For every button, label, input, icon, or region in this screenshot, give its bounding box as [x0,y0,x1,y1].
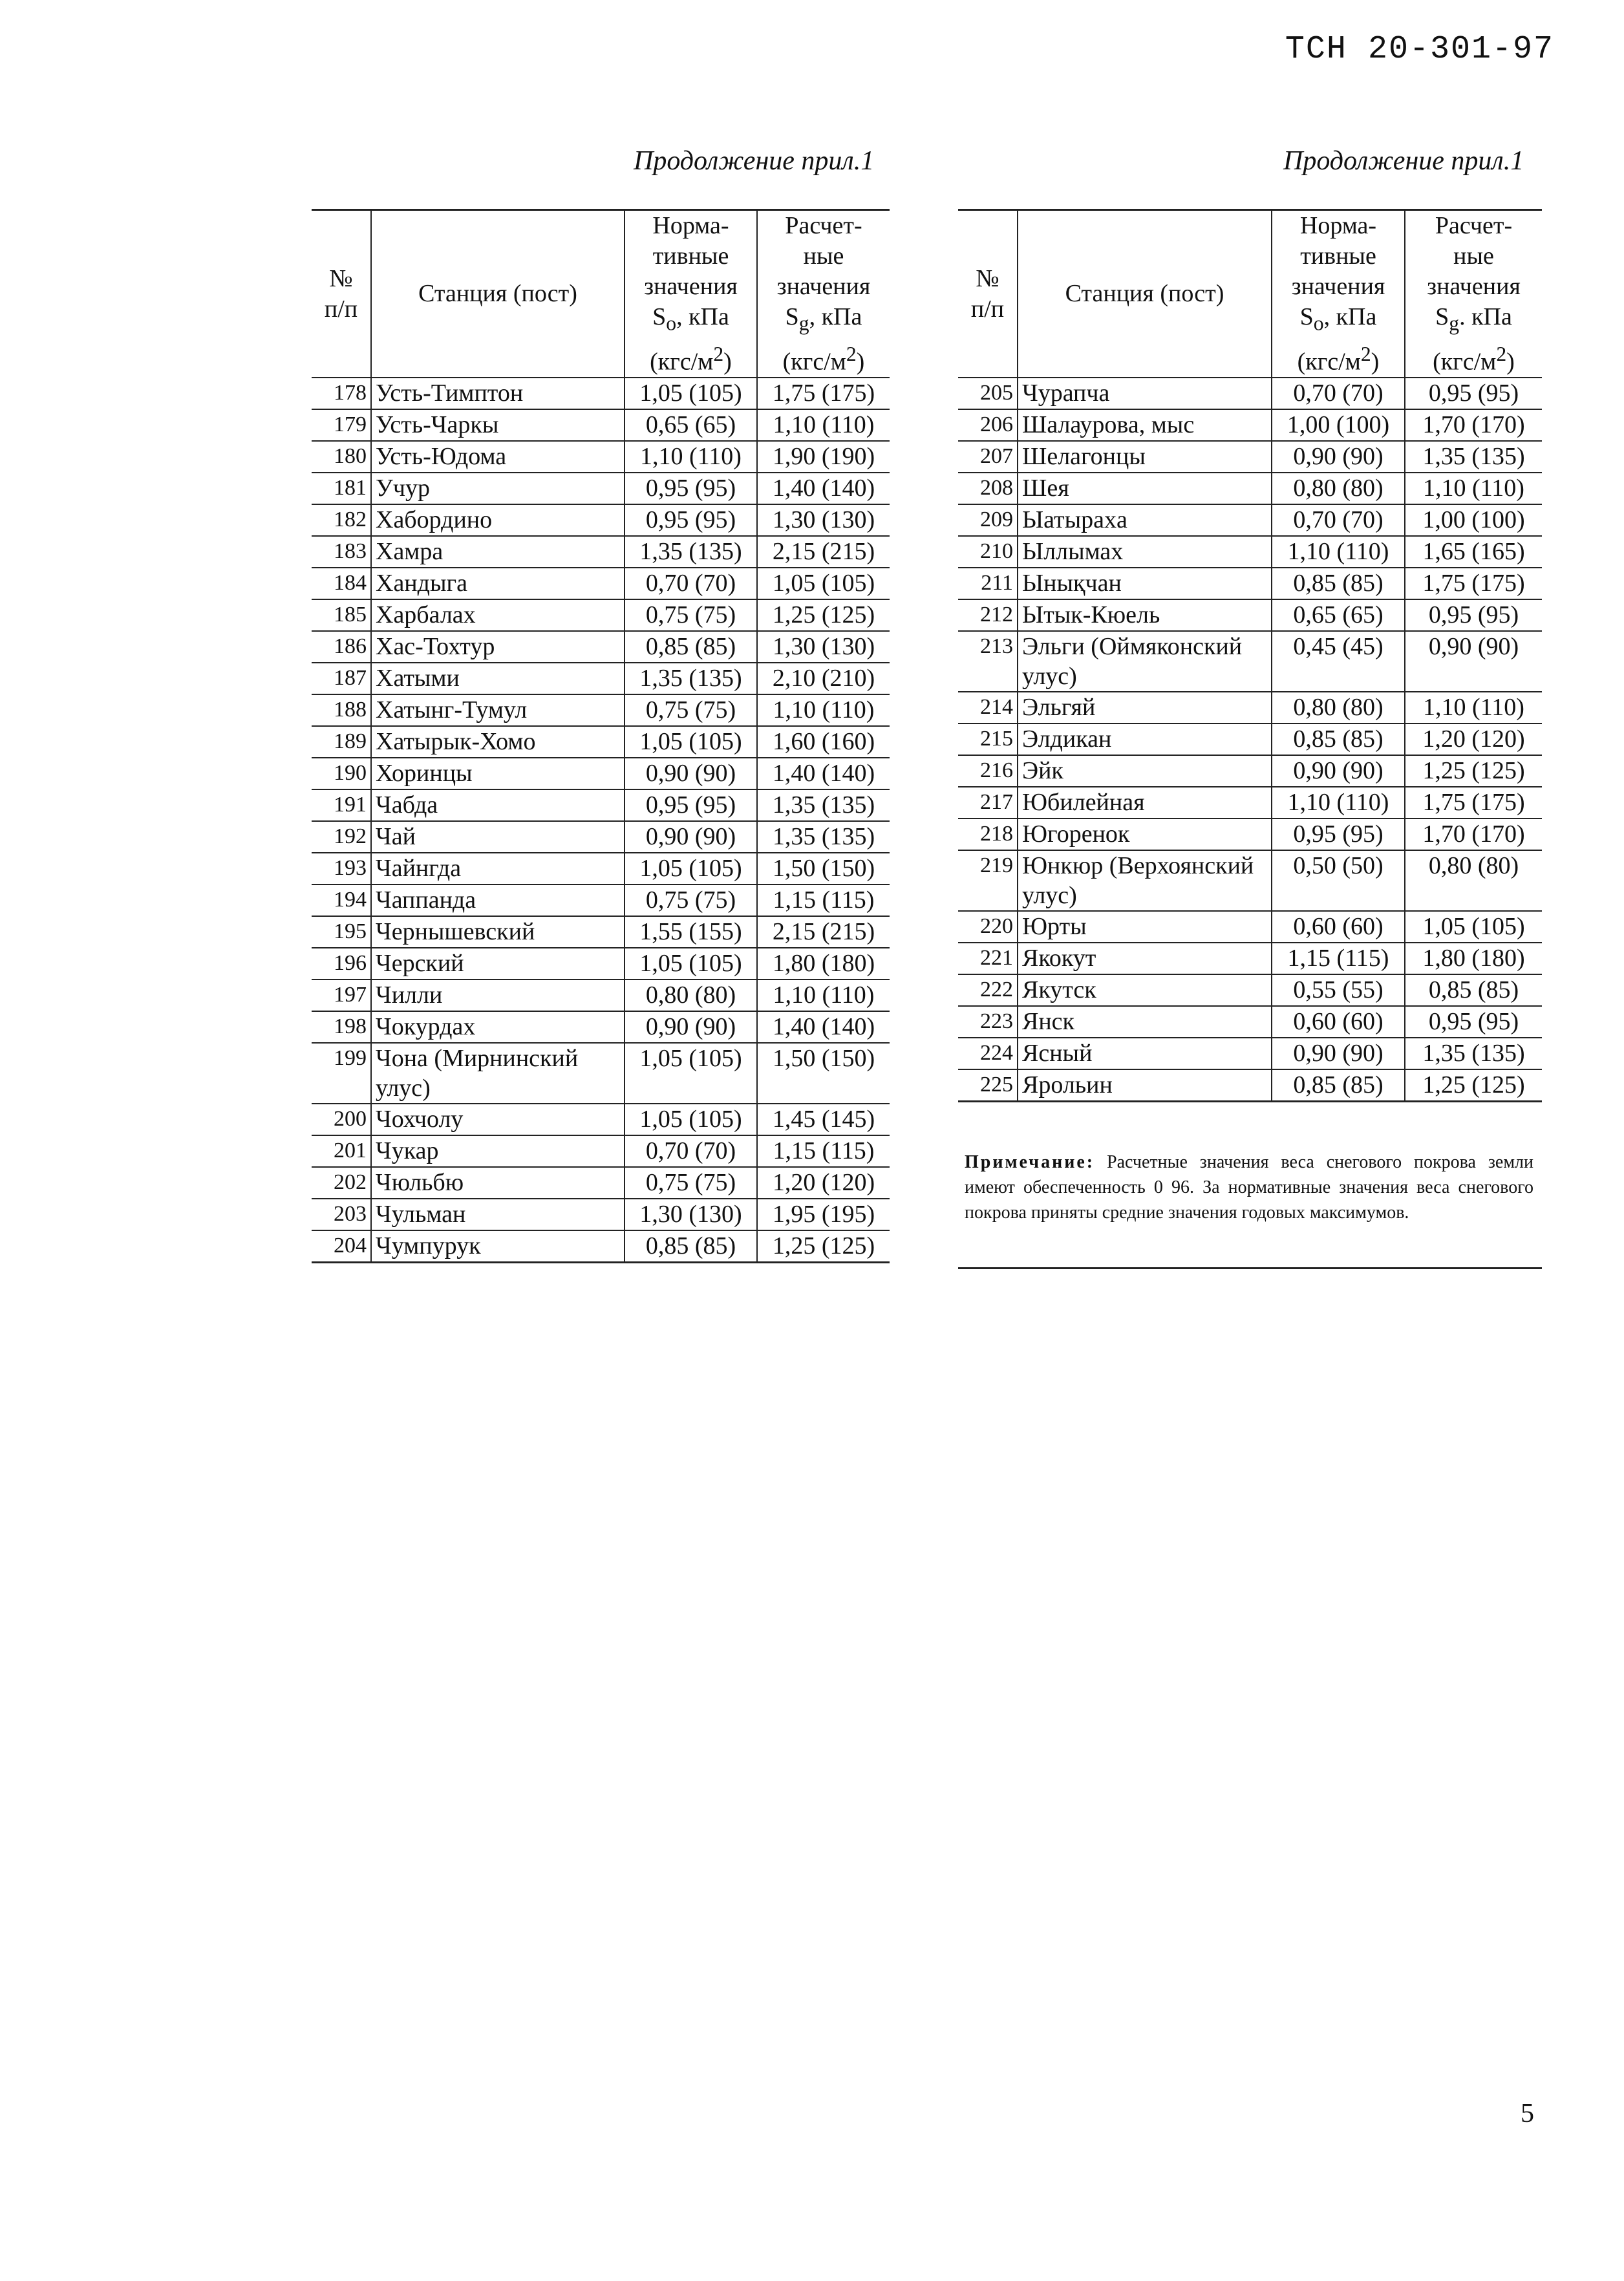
table-row [958,755,1542,787]
table-row [958,943,1542,974]
normative-value: 1,05 (105) [625,378,757,409]
calculated-value: 1,40 (140) [757,473,890,504]
stations-table-left [312,209,890,1263]
station-name: Усть-Чаркы [371,409,625,441]
col-header-station: Станция (пост) [371,210,625,378]
normative-value: 0,75 (75) [625,599,757,631]
calculated-value: 1,35 (135) [757,789,890,821]
row-number: 185 [312,599,371,631]
page-number: 5 [1521,2099,1534,2128]
normative-value: 0,75 (75) [625,694,757,726]
normative-value: 0,75 (75) [625,1167,757,1199]
station-name: Харбалах [371,599,625,631]
row-number: 215 [958,723,1018,755]
station-name: Хатыми [371,663,625,694]
station-name: Якокут [1018,943,1272,974]
normative-value: 0,90 (90) [625,821,757,853]
normative-value: 0,80 (80) [1272,692,1405,723]
normative-value: 1,05 (105) [625,1043,757,1104]
calculated-value: 1,25 (125) [1405,1069,1542,1102]
station-name: Янск [1018,1006,1272,1038]
table-row [958,692,1542,723]
row-number: 184 [312,568,371,599]
station-name: Шалаурова, мыс [1018,409,1272,441]
station-name: Чумпурук [371,1230,625,1263]
table-row [312,663,890,694]
row-number: 209 [958,504,1018,536]
calculated-value: 2,15 (215) [757,536,890,568]
normative-value: 0,80 (80) [625,980,757,1011]
table-row [312,1135,890,1167]
row-number: 188 [312,694,371,726]
table-row [312,473,890,504]
table-row [312,599,890,631]
table-row [958,819,1542,850]
row-number: 180 [312,441,371,473]
station-name: Чайнгда [371,853,625,884]
normative-value: 0,90 (90) [1272,1038,1405,1069]
station-name: Учур [371,473,625,504]
normative-value: 1,05 (105) [625,726,757,758]
station-name: Чурапча [1018,378,1272,409]
row-number: 207 [958,441,1018,473]
normative-value: 0,95 (95) [625,504,757,536]
normative-value: 1,10 (110) [1272,787,1405,819]
col-header-normative: Норма- тивные значения $S_о$, кПа $(кгс/м^2)$ [1272,210,1405,378]
row-number: 181 [312,473,371,504]
calculated-value: 2,15 (215) [757,916,890,948]
table-row [958,504,1542,536]
calculated-value: 0,95 (95) [1405,1006,1542,1038]
table-row [958,1069,1542,1102]
normative-value: 0,90 (90) [625,758,757,789]
document-code: ТСН 20-301-97 [1285,31,1554,68]
calculated-value: 1,20 (120) [1405,723,1542,755]
calculated-value: 0,95 (95) [1405,378,1542,409]
normative-value: 0,65 (65) [625,409,757,441]
normative-value: 0,70 (70) [1272,504,1405,536]
table-row [958,378,1542,409]
calculated-value: 2,10 (210) [757,663,890,694]
table-row [312,441,890,473]
row-number: 220 [958,911,1018,943]
table-row [958,787,1542,819]
row-number: 192 [312,821,371,853]
station-name: Усть-Тимптон [371,378,625,409]
col-header-number: № п/п [958,210,1018,378]
table-row [312,378,890,409]
station-name: Чаппанда [371,884,625,916]
row-number: 202 [312,1167,371,1199]
normative-value: 1,55 (155) [625,916,757,948]
station-name: Эльгяй [1018,692,1272,723]
table-row [312,1043,890,1104]
calculated-value: 1,35 (135) [1405,1038,1542,1069]
row-number: 197 [312,980,371,1011]
row-number: 179 [312,409,371,441]
normative-value: 0,75 (75) [625,884,757,916]
station-name: Ясный [1018,1038,1272,1069]
row-number: 221 [958,943,1018,974]
station-name: Чай [371,821,625,853]
row-number: 199 [312,1043,371,1104]
table-row [312,1104,890,1135]
normative-value: 0,50 (50) [1272,850,1405,911]
table-row [312,1230,890,1263]
calculated-value: 1,25 (125) [1405,755,1542,787]
table-row [312,1167,890,1199]
station-name: Шея [1018,473,1272,504]
calculated-value: 0,95 (95) [1405,599,1542,631]
col-header-calculated: Расчет- ные значения $S_g$, кПа $(кгс/м^2)$ [757,210,890,378]
station-name: Чабда [371,789,625,821]
table-row [312,726,890,758]
station-name: Ыатырaxa [1018,504,1272,536]
row-number: 201 [312,1135,371,1167]
calculated-value: 1,90 (190) [757,441,890,473]
table-row [958,599,1542,631]
row-number: 203 [312,1199,371,1230]
station-name: Эйк [1018,755,1272,787]
calculated-value: 0,85 (85) [1405,974,1542,1006]
station-name: Ыллымах [1018,536,1272,568]
table-row [312,409,890,441]
station-name: Черский [371,948,625,980]
stations-table-right [958,209,1542,1102]
table-row [958,1006,1542,1038]
row-number: 189 [312,726,371,758]
normative-value: 1,00 (100) [1272,409,1405,441]
normative-value: 1,05 (105) [625,853,757,884]
col-header-number: № п/п [312,210,371,378]
calculated-value: 1,50 (150) [757,853,890,884]
row-number: 217 [958,787,1018,819]
station-name: Хатырык-Хомо [371,726,625,758]
row-number: 182 [312,504,371,536]
row-number: 214 [958,692,1018,723]
table-row [312,631,890,663]
col-header-calculated: Расчет- ные значения $S_g$. кПа $(кгс/м^2)$ [1405,210,1542,378]
calculated-value: 1,65 (165) [1405,536,1542,568]
note-divider [958,1267,1542,1269]
table-row [958,850,1542,911]
normative-value: 0,85 (85) [625,631,757,663]
row-number: 194 [312,884,371,916]
table-row [958,473,1542,504]
normative-value: 0,65 (65) [1272,599,1405,631]
table-row [312,504,890,536]
table-row [958,1038,1542,1069]
row-number: 206 [958,409,1018,441]
row-number: 193 [312,853,371,884]
row-number: 213 [958,631,1018,692]
calculated-value: 1,10 (110) [1405,692,1542,723]
table-row [958,441,1542,473]
row-number: 223 [958,1006,1018,1038]
table-row [312,980,890,1011]
station-name: Хоринцы [371,758,625,789]
table-row [312,916,890,948]
normative-value: 0,90 (90) [1272,755,1405,787]
calculated-value: 1,10 (110) [757,409,890,441]
table-row [958,536,1542,568]
row-number: 208 [958,473,1018,504]
row-number: 218 [958,819,1018,850]
normative-value: 0,60 (60) [1272,1006,1405,1038]
station-name: Эльги (Оймяконский улус) [1018,631,1272,692]
calculated-value: 1,75 (175) [757,378,890,409]
calculated-value: 1,50 (150) [757,1043,890,1104]
normative-value: 0,85 (85) [1272,723,1405,755]
calculated-value: 1,15 (115) [757,884,890,916]
normative-value: 0,90 (90) [1272,441,1405,473]
row-number: 196 [312,948,371,980]
continuation-label-left: Продолжение прил.1 [634,146,875,176]
calculated-value: 1,15 (115) [757,1135,890,1167]
table-row [958,568,1542,599]
station-name: Чохчолу [371,1104,625,1135]
station-name: Юбилейная [1018,787,1272,819]
calculated-value: 1,20 (120) [757,1167,890,1199]
normative-value: 1,05 (105) [625,1104,757,1135]
calculated-value: 1,75 (175) [1405,787,1542,819]
row-number: 186 [312,631,371,663]
table-row [312,789,890,821]
station-name: Усть-Юдома [371,441,625,473]
station-name: Хатынг-Тумул [371,694,625,726]
station-name: Якутск [1018,974,1272,1006]
table-row [312,884,890,916]
normative-value: 0,70 (70) [625,568,757,599]
row-number: 183 [312,536,371,568]
row-number: 187 [312,663,371,694]
normative-value: 1,10 (110) [1272,536,1405,568]
row-number: 190 [312,758,371,789]
normative-value: 1,05 (105) [625,948,757,980]
row-number: 205 [958,378,1018,409]
calculated-value: 1,75 (175) [1405,568,1542,599]
normative-value: 0,85 (85) [625,1230,757,1263]
note-label: Примечание: [965,1152,1095,1172]
normative-value: 0,80 (80) [1272,473,1405,504]
normative-value: 0,95 (95) [625,473,757,504]
normative-value: 1,15 (115) [1272,943,1405,974]
table-row [312,536,890,568]
normative-value: 0,95 (95) [1272,819,1405,850]
table-row [312,948,890,980]
station-name: Ытык-Кюель [1018,599,1272,631]
table-row [958,631,1542,692]
calculated-value: 1,40 (140) [757,1011,890,1043]
calculated-value: 1,25 (125) [757,1230,890,1263]
station-name: Чилли [371,980,625,1011]
station-name: Хандыга [371,568,625,599]
row-number: 210 [958,536,1018,568]
station-name: Шелагонцы [1018,441,1272,473]
station-name: Чюльбю [371,1167,625,1199]
station-name: Ярольин [1018,1069,1272,1102]
row-number: 219 [958,850,1018,911]
normative-value: 0,85 (85) [1272,1069,1405,1102]
row-number: 216 [958,755,1018,787]
table-row [312,821,890,853]
row-number: 222 [958,974,1018,1006]
calculated-value: 1,60 (160) [757,726,890,758]
calculated-value: 1,00 (100) [1405,504,1542,536]
continuation-label-right: Продолжение прил.1 [1283,146,1524,176]
station-name: Чукар [371,1135,625,1167]
station-name: Хабордино [371,504,625,536]
normative-value: 0,55 (55) [1272,974,1405,1006]
normative-value: 1,35 (135) [625,536,757,568]
table-row [958,974,1542,1006]
table-row [312,1199,890,1230]
row-number: 225 [958,1069,1018,1102]
table-row [312,1011,890,1043]
calculated-value: 1,35 (135) [757,821,890,853]
calculated-value: 1,40 (140) [757,758,890,789]
station-name: Юнкюр (Верхоянский улус) [1018,850,1272,911]
calculated-value: 1,10 (110) [757,980,890,1011]
calculated-value: 1,10 (110) [757,694,890,726]
calculated-value: 1,30 (130) [757,504,890,536]
calculated-value: 1,05 (105) [1405,911,1542,943]
calculated-value: 1,95 (195) [757,1199,890,1230]
station-name: Чокурдах [371,1011,625,1043]
station-name: Чона (Мирнинский улус) [371,1043,625,1104]
row-number: 212 [958,599,1018,631]
calculated-value: 0,90 (90) [1405,631,1542,692]
table-row [958,911,1542,943]
normative-value: 0,70 (70) [1272,378,1405,409]
table-row [312,568,890,599]
col-header-normative: Норма- тивные значения $S_о$, кПа $(кгс/м^2)$ [625,210,757,378]
normative-value: 0,70 (70) [625,1135,757,1167]
station-name: Чернышевский [371,916,625,948]
calculated-value: 1,80 (180) [757,948,890,980]
row-number: 200 [312,1104,371,1135]
normative-value: 1,35 (135) [625,663,757,694]
row-number: 198 [312,1011,371,1043]
station-name: Ынықчан [1018,568,1272,599]
normative-value: 0,90 (90) [625,1011,757,1043]
row-number: 204 [312,1230,371,1263]
col-header-station: Станция (пост) [1018,210,1272,378]
calculated-value: 1,25 (125) [757,599,890,631]
station-name: Юрты [1018,911,1272,943]
normative-value: 1,10 (110) [625,441,757,473]
calculated-value: 1,05 (105) [757,568,890,599]
calculated-value: 1,70 (170) [1405,819,1542,850]
table-row [312,758,890,789]
table-note [965,1150,1533,1225]
calculated-value: 0,80 (80) [1405,850,1542,911]
table-row [312,853,890,884]
calculated-value: 1,10 (110) [1405,473,1542,504]
normative-value: 1,30 (130) [625,1199,757,1230]
normative-value: 0,45 (45) [1272,631,1405,692]
normative-value: 0,95 (95) [625,789,757,821]
table-row [958,723,1542,755]
calculated-value: 1,45 (145) [757,1104,890,1135]
row-number: 191 [312,789,371,821]
station-name: Элдикан [1018,723,1272,755]
table-row [958,409,1542,441]
station-name: Хамра [371,536,625,568]
normative-value: 0,60 (60) [1272,911,1405,943]
station-name: Хас-Тохтур [371,631,625,663]
calculated-value: 1,80 (180) [1405,943,1542,974]
row-number: 211 [958,568,1018,599]
row-number: 224 [958,1038,1018,1069]
note-text: Расчетные значения веса снегового покрова земли имеют обеспеченность 0 96. За нормативные значения веса снегового покрова приняты средние значения годовых максимумов. [965,1152,1534,1223]
calculated-value: 1,70 (170) [1405,409,1542,441]
calculated-value: 1,30 (130) [757,631,890,663]
station-name: Югоренок [1018,819,1272,850]
station-name: Чульман [371,1199,625,1230]
calculated-value: 1,35 (135) [1405,441,1542,473]
row-number: 195 [312,916,371,948]
normative-value: 0,85 (85) [1272,568,1405,599]
table-row [312,694,890,726]
row-number: 178 [312,378,371,409]
